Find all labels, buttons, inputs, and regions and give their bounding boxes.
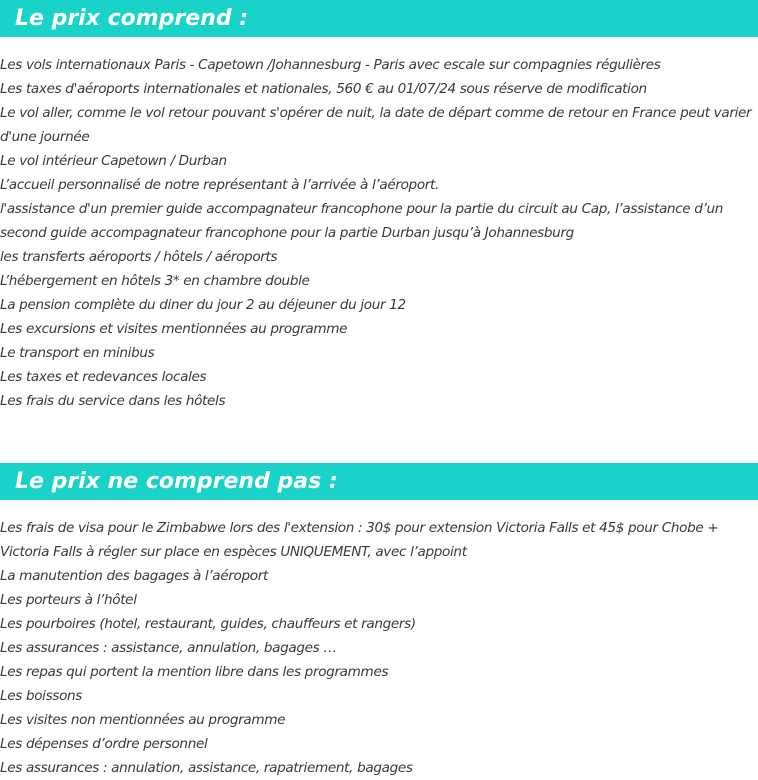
included-item: Les frais du service dans les hôtels xyxy=(0,393,226,409)
excluded-item: Les boissons xyxy=(0,688,83,704)
excluded-item: Les assurances : annulation, assistance, rapatriement, bagages xyxy=(0,760,413,776)
excluded-item: Les repas qui portent la mention libre dans les programmes xyxy=(0,664,389,680)
included-item: La pension complète du diner du jour 2 au déjeuner du jour 12 xyxy=(0,297,406,313)
excluded-item: La manutention des bagages à l’aéroport xyxy=(0,568,268,584)
excluded-items-list xyxy=(0,516,758,780)
excluded-item: Les visites non mentionnées au programme xyxy=(0,712,286,728)
included-item: L’hébergement en hôtels 3* en chambre double xyxy=(0,273,310,289)
excluded-section-title: Le prix ne comprend pas : xyxy=(0,463,758,500)
excluded-item: Les pourboires (hotel, restaurant, guides, chauffeurs et rangers) xyxy=(0,616,416,632)
included-item: Les excursions et visites mentionnées au programme xyxy=(0,321,348,337)
excluded-item: Les frais de visa pour le Zimbabwe lors des l'extension : 30$ pour extension Victoria Falls et 45$ pour Chobe + Victoria Falls à régler sur place en espèces UNIQUEMENT, avec l’appoint xyxy=(0,520,719,560)
included-item: les transferts aéroports / hôtels / aéroports xyxy=(0,249,278,265)
included-item: l'assistance d'un premier guide accompagnateur francophone pour la partie du circuit au Cap, l’assistance d’un second guide accompagnateur francophone pour la partie Durban jusqu’à Johannesburg xyxy=(0,201,724,241)
included-item: Les vols internationaux Paris - Capetown /Johannesburg - Paris avec escale sur compagnies régulières xyxy=(0,57,661,73)
included-items-list xyxy=(0,53,758,413)
included-item: Le vol intérieur Capetown / Durban xyxy=(0,153,227,169)
included-item: L’accueil personnalisé de notre représentant à l’arrivée à l’aéroport. xyxy=(0,177,439,193)
included-item: Les taxes et redevances locales xyxy=(0,369,207,385)
excluded-item: Les dépenses d’ordre personnel xyxy=(0,736,208,752)
excluded-item: Les assurances : assistance, annulation, bagages … xyxy=(0,640,337,656)
included-item: Le vol aller, comme le vol retour pouvant s'opérer de nuit, la date de départ comme de retour en France peut varier d'une journée xyxy=(0,105,752,145)
included-section-title: Le prix comprend : xyxy=(0,0,758,37)
included-item: Le transport en minibus xyxy=(0,345,155,361)
included-item: Les taxes d'aéroports internationales et nationales, 560 € au 01/07/24 sous réserve de modification xyxy=(0,81,647,97)
excluded-item: Les porteurs à l’hôtel xyxy=(0,592,137,608)
